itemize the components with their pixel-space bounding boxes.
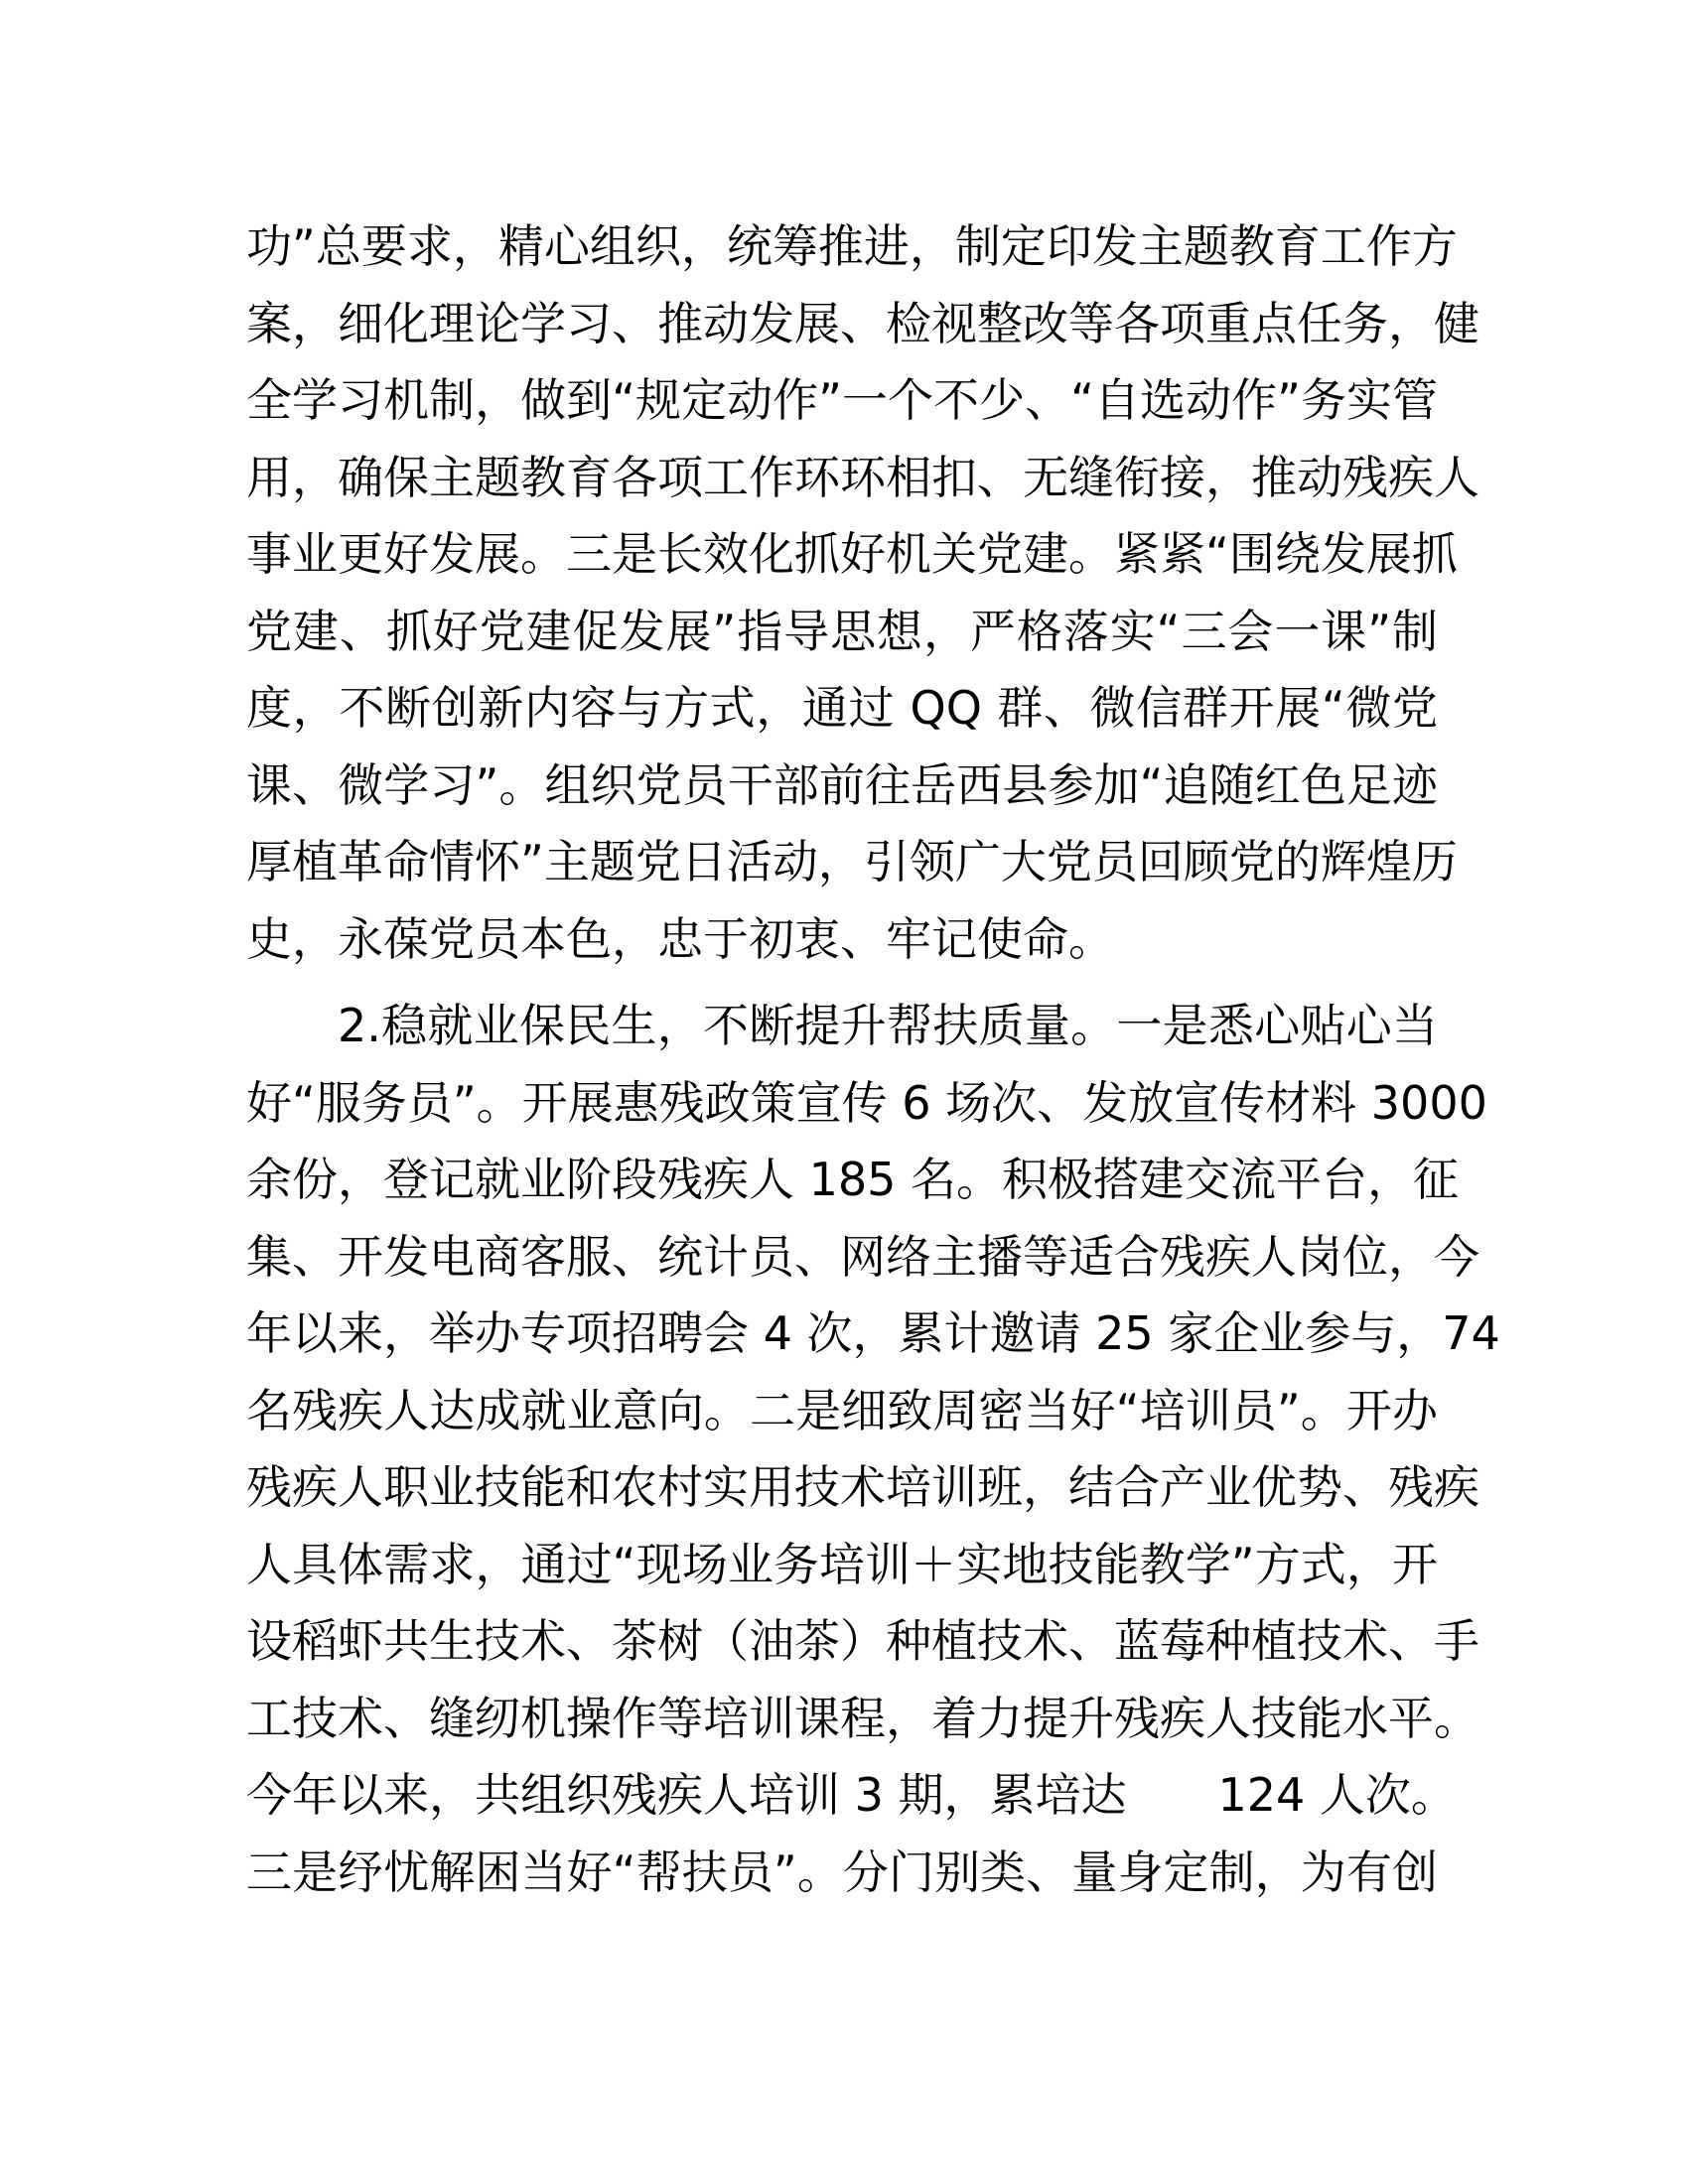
text-line: 功”总要求，精心组织，统筹推进，制定印发主题教育工作方 xyxy=(246,219,1458,273)
text-line: 设稻虾共生技术、茶树（油茶）种植技术、蓝莓种植技术、手 xyxy=(246,1614,1479,1668)
text-line: 好“服务员”。开展惠残政策宣传 6 场次、发放宣传材料 3000 xyxy=(246,1075,1487,1130)
text-line: 名残疾人达成就业意向。二是细致周密当好“培训员”。开办 xyxy=(246,1383,1438,1437)
text-line: 度，不断创新内容与方式，通过 QQ 群、微信群开展“微党 xyxy=(246,681,1438,735)
document-page xyxy=(246,208,1500,1911)
text-line: 集、开发电商客服、统计员、网络主播等适合残疾人岗位，今 xyxy=(246,1229,1479,1284)
text-line: 工技术、缝纫机操作等培训课程，着力提升残疾人技能水平。 xyxy=(246,1691,1479,1745)
text-line: 课、微学习”。组织党员干部前往岳西县参加“追随红色足迹 xyxy=(246,757,1438,812)
paragraph-spacer xyxy=(246,978,1438,988)
text-line: 史，永葆党员本色，忠于初衷、牢记使命。 xyxy=(246,911,1114,966)
text-line: 全学习机制，做到“规定动作”一个不少、“自选动作”务实管 xyxy=(246,373,1438,427)
text-line: 案，细化理论学习、推动发展、检视整改等各项重点任务，健 xyxy=(246,296,1479,350)
text-line: 今年以来，共组织残疾人培训 3 期，累培达 124 人次。 xyxy=(246,1768,1457,1822)
text-line: 2.稳就业保民生，不断提升帮扶质量。一是悉心贴心当 xyxy=(338,999,1438,1052)
text-line: 年以来，举办专项招聘会 4 次，累计邀请 25 家企业参与，74 xyxy=(246,1306,1500,1360)
paragraph-party-building xyxy=(246,208,1479,978)
text-line: 余份，登记就业阶段残疾人 185 名。积极搭建交流平台，征 xyxy=(246,1153,1460,1206)
text-line: 人具体需求，通过“现场业务培训＋实地技能教学”方式，开 xyxy=(246,1537,1438,1591)
text-line: 党建、抓好党建促发展”指导思想，严格落实“三会一课”制 xyxy=(246,604,1438,658)
paragraph-employment xyxy=(246,988,1500,1911)
text-line: 厚植革命情怀”主题党日活动，引领广大党员回顾党的辉煌历 xyxy=(246,835,1458,888)
text-line: 三是纾忧解困当好“帮扶员”。分门别类、量身定制，为有创 xyxy=(246,1844,1438,1899)
text-line: 事业更好发展。三是长效化抓好机关党建。紧紧“围绕发展抓 xyxy=(246,527,1458,581)
text-line: 残疾人职业技能和农村实用技术培训班，结合产业优势、残疾 xyxy=(246,1460,1479,1514)
text-line: 用，确保主题教育各项工作环环相扣、无缝衔接，推动残疾人 xyxy=(246,450,1479,504)
